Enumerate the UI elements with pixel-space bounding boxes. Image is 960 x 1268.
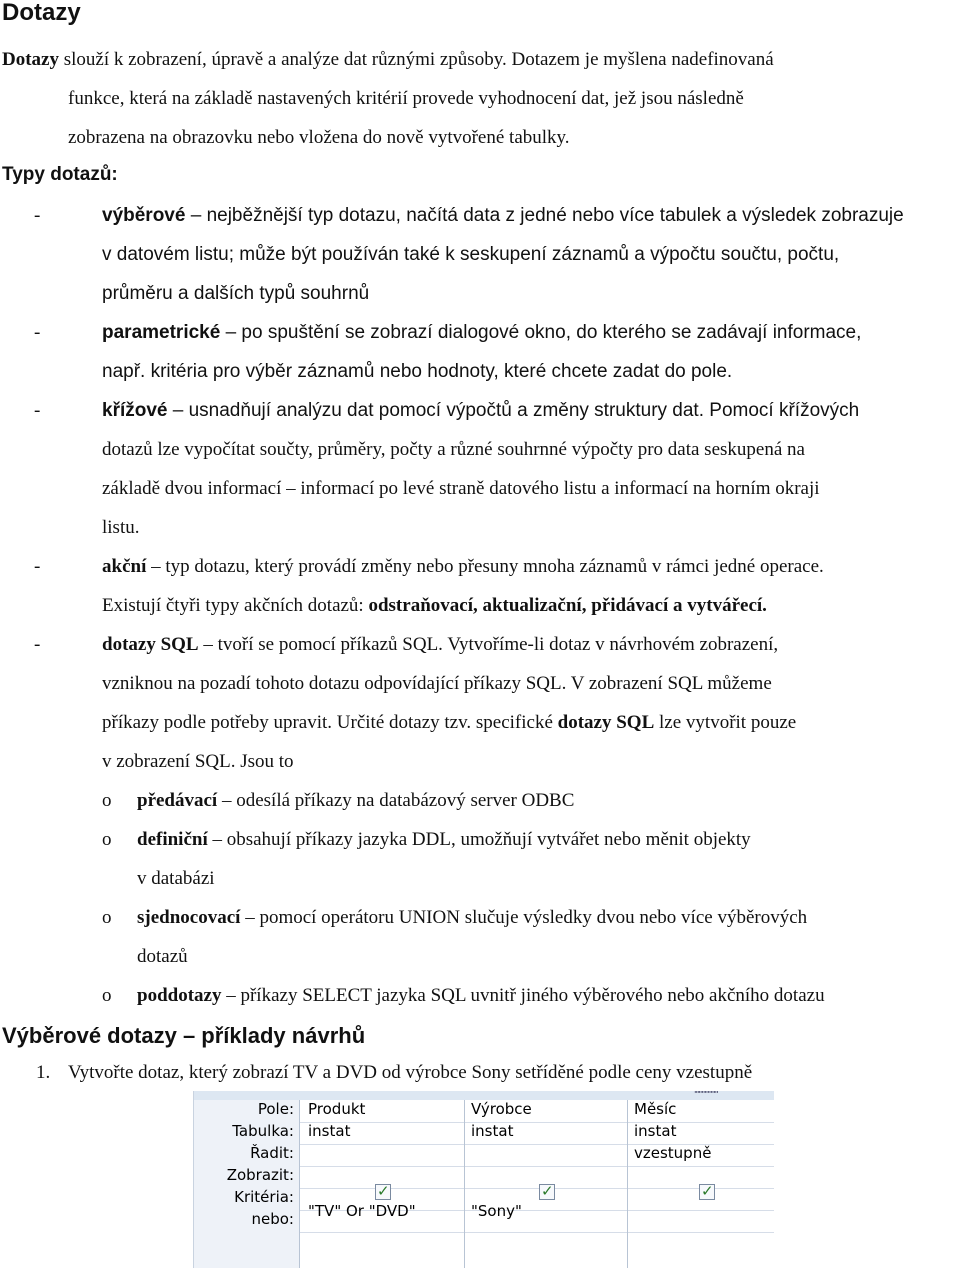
intro-line-1-text: slouží k zobrazení, úpravě a analýze dat různými způsoby. Dotazem je myšlena nadefinovaná [58,49,774,70]
cell-field-vyrobce[interactable]: Výrobce [471,1100,532,1118]
type-text: – usnadňují analýzu dat pomocí výpočtů a změny struktury dat. Pomocí křížových [167,400,860,421]
type-text: – nejběžnější typ dotazu, načítá data z jedné nebo více tabulek a výsledek zobrazuje [185,205,904,226]
akcni-kinds: odstraňovací, aktualizační, přidávací a vytvářecí. [368,595,767,616]
list-dash: - [34,205,41,226]
grid-row-divider [299,1122,774,1123]
row-label-zobrazit: Zobrazit: [226,1166,294,1184]
row-label-tabulka: Tabulka: [232,1122,294,1140]
type-text: – typ dotazu, který provádí změny nebo přesuny mnoha záznamů v rámci jedné operace. [146,556,824,577]
type-sql-line-1 [102,635,778,655]
row-label-radit: Řadit: [250,1144,294,1162]
grid-resize-dots: '''''''''''''''' [694,1091,718,1100]
example-text: Vytvořte dotaz, který zobrazí TV a DVD od výrobce Sony setříděné podle ceny vzestupně [68,1062,753,1083]
type-krizove-line-3: základě dvou informací – informací po levé straně datového listu a informací na horním okraji [102,478,820,499]
example-number: 1. [36,1062,51,1083]
type-vyberove-line-1 [102,206,904,226]
checkmark-icon: ✓ [377,1182,390,1200]
intro-line-2: funkce, která na základě nastavených kritérií provede vyhodnocení dat, jež jsou následně [68,88,744,109]
grid-row-divider [299,1166,774,1167]
cell-field-produkt[interactable]: Produkt [308,1100,366,1118]
type-krizove-line-2: dotazů lze vypočítat součty, průměry, počty a různé souhrnné výpočty pro data seskupená na [102,439,805,460]
list-dash: - [34,400,41,421]
sub-definicni [137,830,751,850]
type-krizove-line-1 [102,401,859,421]
row-label-kriteria: Kritéria: [234,1188,294,1206]
sql-term-inline: dotazy SQL [557,712,655,733]
type-term: křížové [102,400,168,421]
cell-field-mesic[interactable]: Měsíc [634,1100,677,1118]
sub-term: předávací [137,790,218,811]
type-text: – tvoří se pomocí příkazů SQL. Vytvoříme-li dotaz v návrhovém zobrazení, [198,634,779,655]
cell-criteria[interactable]: "TV" Or "DVD" [308,1202,416,1220]
intro-lead-term: Dotazy [2,49,59,70]
list-dash: - [34,556,41,577]
show-checkbox[interactable] [375,1184,391,1200]
cell-criteria[interactable]: "Sony" [471,1202,522,1220]
examples-heading: Výběrové dotazy – příklady návrhů [2,1023,366,1048]
type-parametricke-line-2: např. kritéria pro výběr záznamů nebo hodnoty, které chcete zadat do pole. [102,361,733,382]
sub-term: poddotazy [137,985,222,1006]
type-krizove-line-4: listu. [102,517,140,538]
list-dash: - [34,322,41,343]
show-checkbox[interactable] [699,1184,715,1200]
sub-bullet: o [102,829,112,850]
type-vyberove-line-2: v datovém listu; může být používán také k seskupení záznamů a výpočtu součtu, počtu, [102,244,840,265]
type-sql-line-3 [102,713,796,733]
page-title: Dotazy [2,0,81,26]
sub-bullet: o [102,790,112,811]
type-term: dotazy SQL [102,634,199,655]
type-akcni-line-1 [102,557,824,577]
cell-table[interactable]: instat [471,1122,514,1140]
cell-table[interactable]: instat [308,1122,351,1140]
sub-definicni-line-2: v databázi [137,868,215,889]
type-term: výběrové [102,205,186,226]
grid-column-divider [464,1100,465,1268]
type-akcni-line-2 [102,596,767,616]
grid-column-divider [299,1100,300,1268]
sub-sjednocovaci-line-2: dotazů [137,946,188,967]
list-dash: - [34,634,41,655]
type-text: příkazy podle potřeby upravit. Určité dotazy tzv. specifické [102,712,558,733]
type-text: Existují čtyři typy akčních dotazů: [102,595,369,616]
sub-sjednocovaci [137,908,807,928]
sub-term: sjednocovací [137,907,241,928]
grid-column-divider [627,1100,628,1268]
cell-sort[interactable]: vzestupně [634,1144,712,1162]
types-heading: Typy dotazů: [2,164,118,185]
sub-text: – pomocí operátoru UNION slučuje výsledky dvou nebo více výběrových [240,907,808,928]
type-sql-line-4: v zobrazení SQL. Jsou to [102,751,294,772]
query-design-grid [193,1091,774,1268]
checkmark-icon: ✓ [701,1182,714,1200]
sub-bullet: o [102,907,112,928]
row-label-nebo: nebo: [251,1210,294,1228]
sub-poddotazy [137,986,825,1006]
sub-bullet: o [102,985,112,1006]
type-text: lze vytvořit pouze [654,712,797,733]
row-label-pole: Pole: [257,1100,294,1118]
type-term: akční [102,556,147,577]
sub-text: – obsahují příkazy jazyka DDL, umožňují vytvářet nebo měnit objekty [207,829,751,850]
sub-text: – příkazy SELECT jazyka SQL uvnitř jiného výběrového nebo akčního dotazu [221,985,825,1006]
type-sql-line-2: vzniknou na pozadí tohoto dotazu odpovídající příkazy SQL. V zobrazení SQL můžeme [102,673,772,694]
cell-table[interactable]: instat [634,1122,677,1140]
intro-line-3: zobrazena na obrazovku nebo vložena do nově vytvořené tabulky. [68,127,570,148]
show-checkbox[interactable] [539,1184,555,1200]
type-term: parametrické [102,322,221,343]
sub-term: definiční [137,829,208,850]
intro-line-1 [2,50,774,70]
sub-predavaci [137,791,574,811]
type-text: – po spuštění se zobrazí dialogové okno, do kterého se zadávají informace, [220,322,862,343]
type-parametricke-line-1 [102,323,861,343]
sub-text: – odesílá příkazy na databázový server ODBC [217,790,575,811]
checkmark-icon: ✓ [541,1182,554,1200]
type-vyberove-line-3: průměru a dalších typů souhrnů [102,283,370,304]
grid-row-divider [299,1232,774,1233]
